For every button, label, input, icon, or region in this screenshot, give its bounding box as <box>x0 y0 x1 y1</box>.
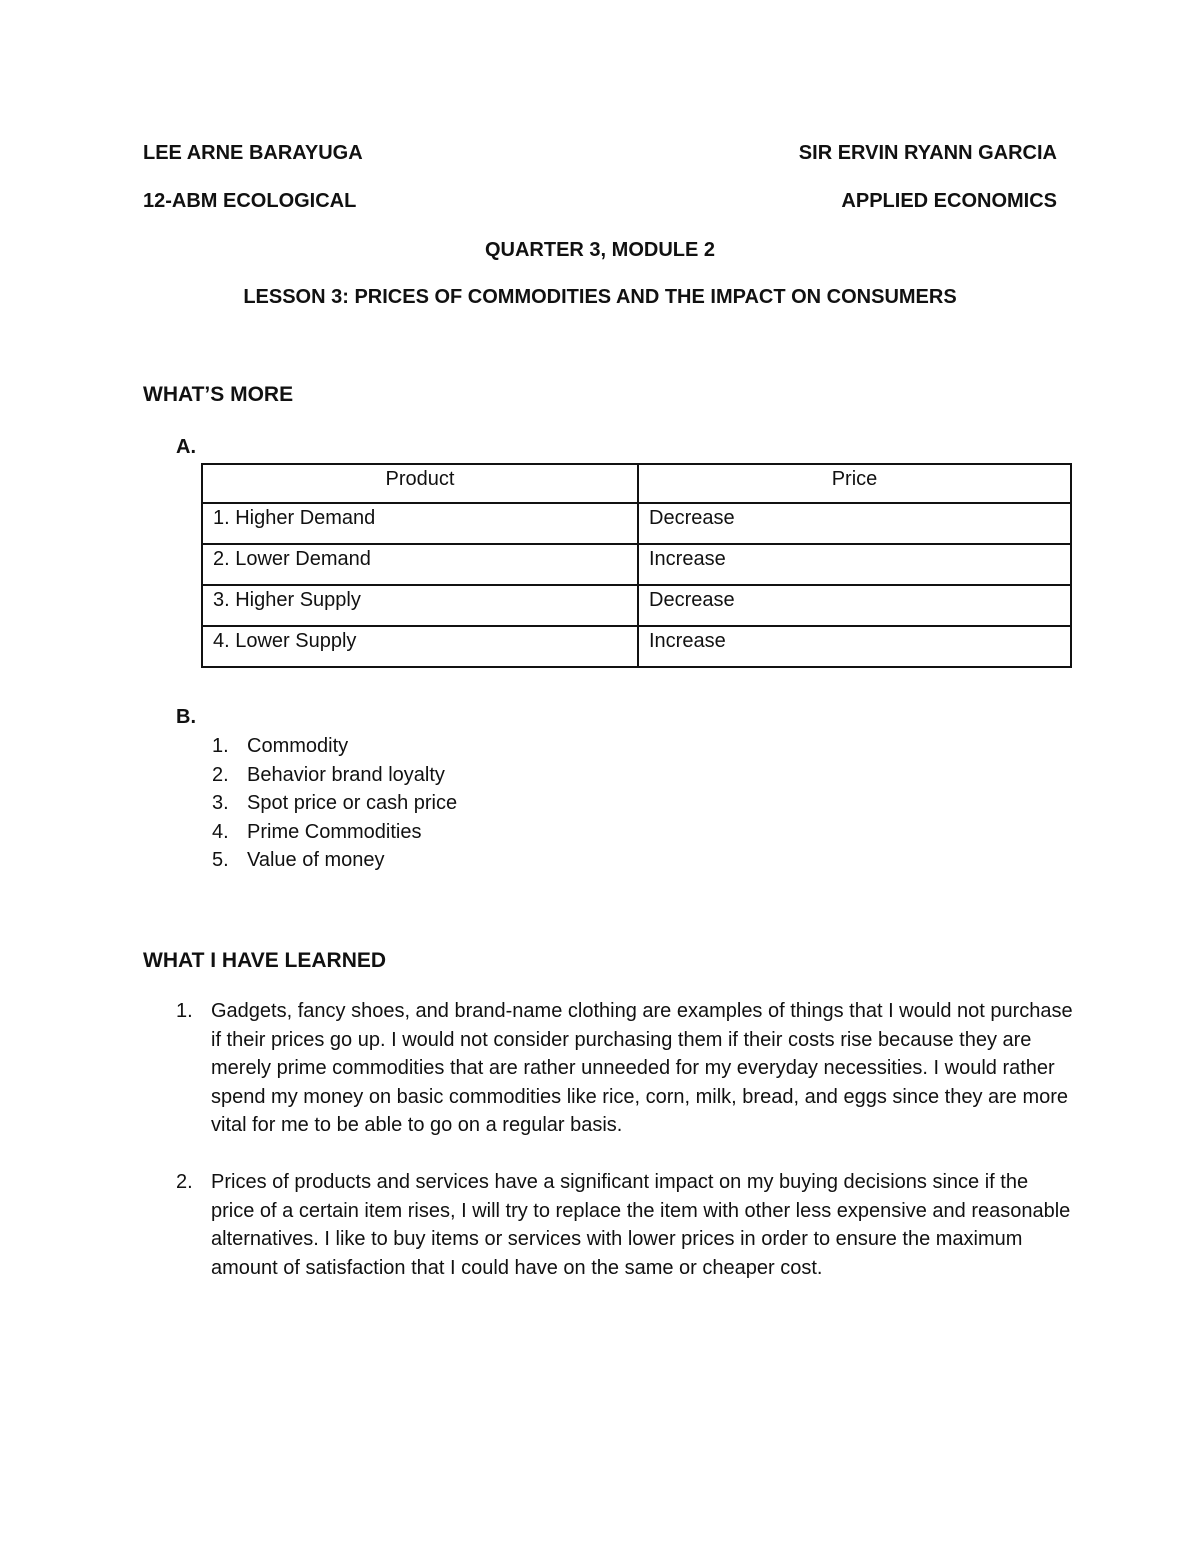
answer-text: Prices of products and services have a significant impact on my buying decisions since if the price of a certain item rises, I will try to replace the item with other less expensive and reasonable alternatives. I like to buy items or services with lower prices in order to ensure the maximum amount of satisfaction that I could have on the same or cheaper cost. <box>211 1171 1071 1279</box>
table-row <box>202 626 1071 667</box>
subject-name: APPLIED ECONOMICS <box>841 190 1057 212</box>
price-cell: Increase <box>638 544 1071 585</box>
list-item <box>212 846 457 875</box>
quarter-module: QUARTER 3, MODULE 2 <box>484 239 716 261</box>
part-a-label: A. <box>176 436 196 458</box>
table-row <box>202 585 1071 626</box>
list-item-number: 4. <box>212 820 229 843</box>
product-cell: 1. Higher Demand <box>202 503 638 544</box>
list-item-text: Spot price or cash price <box>247 792 458 815</box>
price-cell: Decrease <box>638 503 1071 544</box>
table-row <box>202 544 1071 585</box>
column-header-product: Product <box>202 464 638 503</box>
part-b-label: B. <box>176 706 196 728</box>
answer-number: 2. <box>176 1171 193 1193</box>
section-name: 12-ABM ECOLOGICAL <box>143 190 357 212</box>
product-cell: 2. Lower Demand <box>202 544 638 585</box>
list-item <box>212 789 457 818</box>
price-cell: Increase <box>638 626 1071 667</box>
learned-answer-2 <box>176 1168 1076 1282</box>
list-item-text: Value of money <box>247 849 385 872</box>
list-item <box>212 818 457 847</box>
lesson-title: LESSON 3: PRICES OF COMMODITIES AND THE IMPACT ON CONSUMERS <box>243 286 957 308</box>
list-item-number: 3. <box>212 792 229 815</box>
table-header-row <box>202 464 1071 503</box>
list-item-number: 5. <box>212 849 229 872</box>
what-i-have-learned-title: WHAT I HAVE LEARNED <box>143 949 387 972</box>
list-item <box>212 761 457 790</box>
list-item-text: Prime Commodities <box>247 820 422 843</box>
list-item-number: 1. <box>212 735 229 757</box>
answer-text: Gadgets, fancy shoes, and brand-name clothing are examples of things that I would not purchase if their prices go up. I would not consider purchasing them if their costs rise because they are merely prime commodities that are rather unneeded for my everyday necessities. I would rather spend my money on basic commodities like rice, corn, milk, bread, and eggs since they are more vital for me to be able to go on a regular basis. <box>211 1000 1073 1137</box>
teacher-name: SIR ERVIN RYANN GARCIA <box>798 142 1057 164</box>
list-item <box>212 732 457 761</box>
list-item-number: 2. <box>212 763 229 786</box>
product-price-table <box>201 463 1072 668</box>
learned-answer-1 <box>176 997 1076 1140</box>
price-cell: Decrease <box>638 585 1071 626</box>
whats-more-title: WHAT’S MORE <box>143 383 294 406</box>
product-cell: 3. Higher Supply <box>202 585 638 626</box>
list-item-text: Commodity <box>247 735 349 757</box>
answer-number: 1. <box>176 1000 193 1022</box>
part-b-answer-list <box>212 732 457 875</box>
product-cell: 4. Lower Supply <box>202 626 638 667</box>
list-item-text: Behavior brand loyalty <box>247 763 445 786</box>
table-row <box>202 503 1071 544</box>
student-name: LEE ARNE BARAYUGA <box>143 142 363 164</box>
column-header-price: Price <box>638 464 1071 503</box>
